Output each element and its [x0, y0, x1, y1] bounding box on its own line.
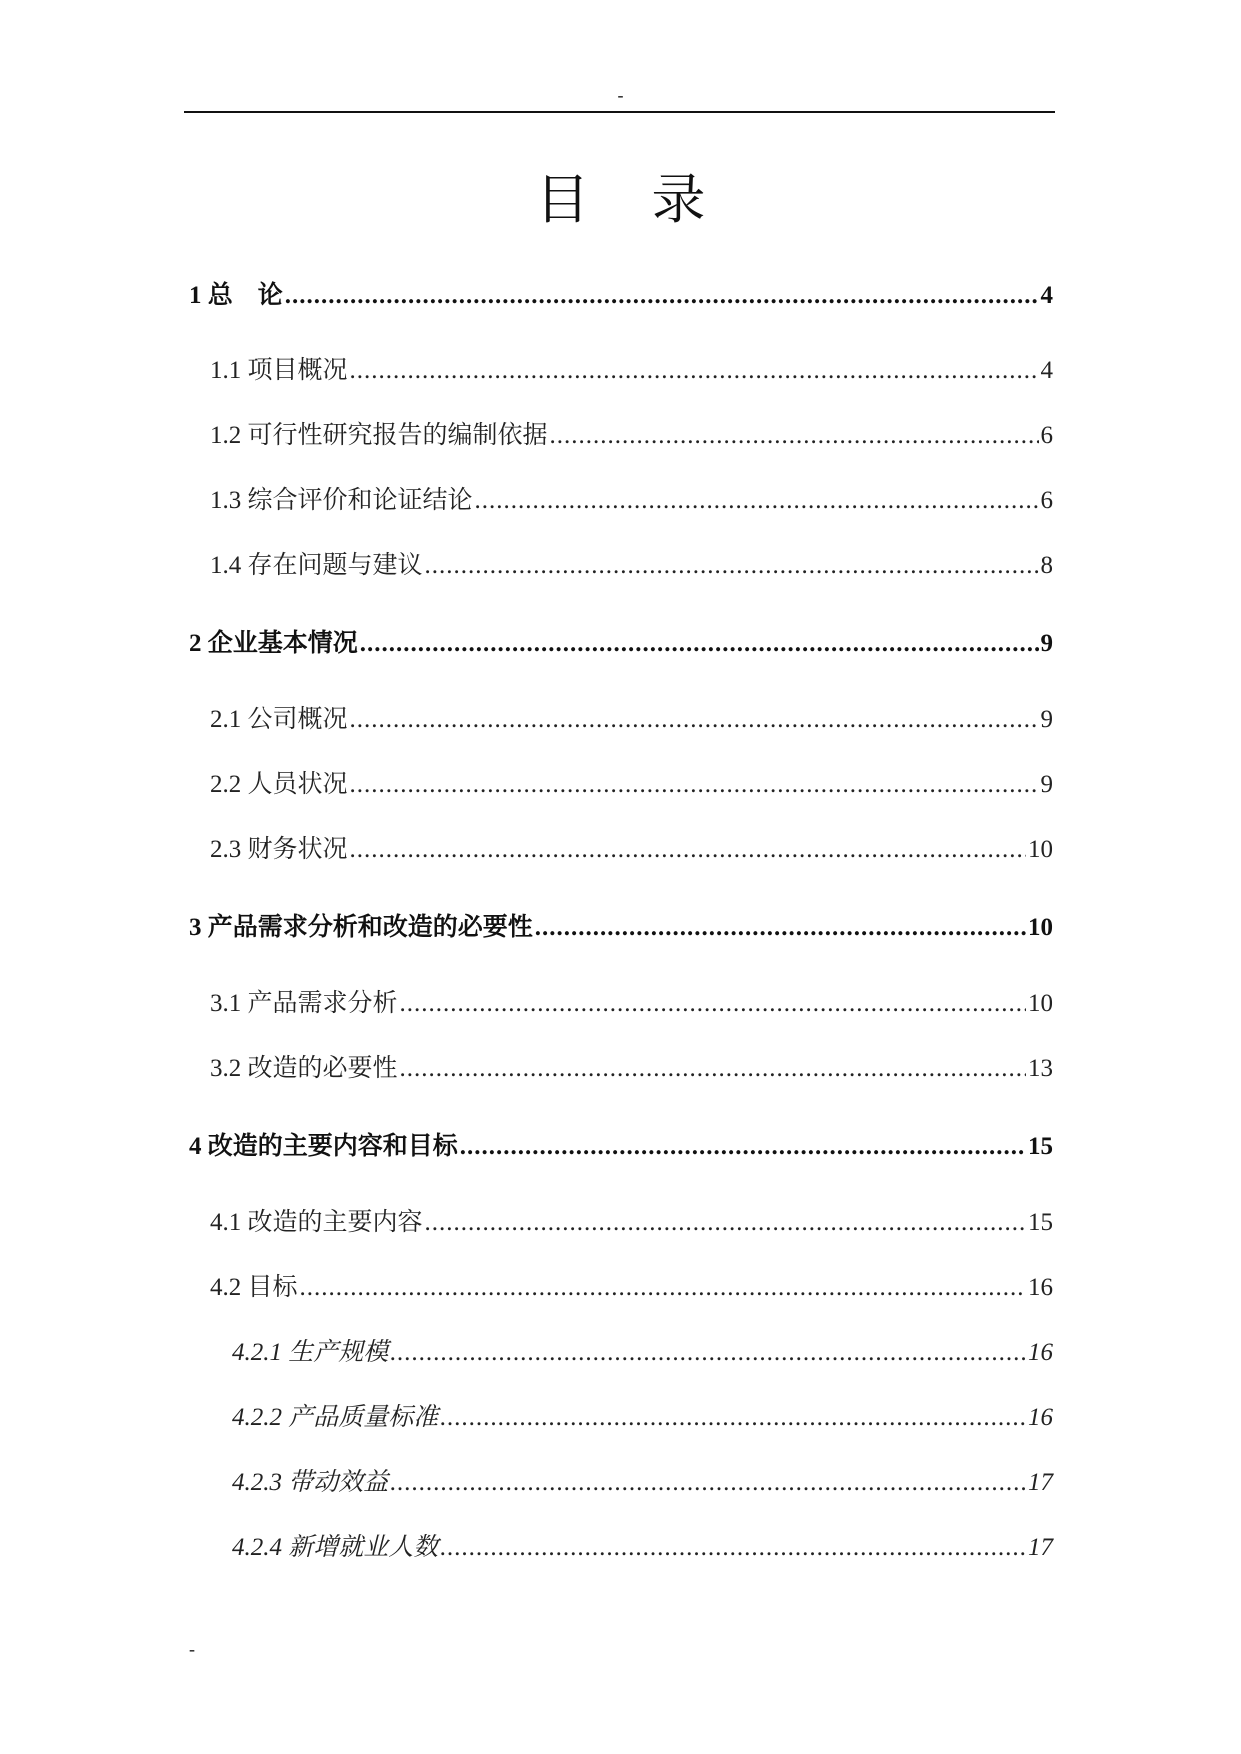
toc-entry-page: 16 [1028, 1339, 1053, 1366]
toc-entry-page: 6 [1040, 422, 1053, 449]
toc-entry-page: 4 [1040, 357, 1053, 384]
toc-entry-label: 4.2.2 产品质量标准 [232, 1404, 439, 1431]
toc-entry-page: 8 [1040, 552, 1053, 579]
toc-entry-page: 10 [1028, 914, 1053, 941]
toc-entry[interactable] [210, 549, 1053, 583]
toc-entry-page: 15 [1028, 1133, 1053, 1160]
toc-entry-label: 3.1 产品需求分析 [210, 990, 398, 1017]
toc-entry[interactable] [232, 1336, 1053, 1370]
toc-leader-dots [350, 833, 1026, 867]
toc-entry-page: 17 [1028, 1469, 1053, 1496]
page-title: 目录 [535, 168, 768, 231]
toc-entry-page: 10 [1028, 990, 1053, 1017]
toc-entry[interactable] [189, 911, 1053, 945]
toc-leader-dots [550, 419, 1039, 453]
toc-leader-dots [350, 354, 1039, 388]
toc-leader-dots [285, 279, 1039, 313]
toc-entry-page: 17 [1028, 1534, 1053, 1561]
toc-leader-dots [350, 703, 1039, 737]
toc-entry-label: 1.1 项目概况 [210, 357, 348, 384]
toc-entry-page: 13 [1028, 1055, 1053, 1082]
toc-leader-dots [475, 484, 1039, 518]
toc-entry-label: 4.2.4 新增就业人数 [232, 1534, 439, 1561]
header-mark: - [617, 85, 624, 105]
toc-entry-label: 2.1 公司概况 [210, 706, 348, 733]
toc-leader-dots [390, 1336, 1026, 1370]
toc-entry[interactable] [232, 1401, 1053, 1435]
toc-entry-label: 4.1 改造的主要内容 [210, 1209, 423, 1236]
toc-leader-dots [360, 627, 1039, 661]
toc-leader-dots [425, 1206, 1026, 1240]
footer-mark: - [189, 1639, 195, 1659]
toc-entry-page: 9 [1040, 706, 1053, 733]
toc-entry[interactable] [210, 1271, 1053, 1305]
toc-entry-page: 9 [1040, 771, 1053, 798]
toc-leader-dots [390, 1466, 1026, 1500]
toc-entry-label: 1.3 综合评价和论证结论 [210, 487, 473, 514]
toc-entry-page: 9 [1040, 630, 1053, 657]
toc-entry-page: 15 [1028, 1209, 1053, 1236]
toc-entry[interactable] [189, 627, 1053, 661]
toc-entry-page: 16 [1028, 1404, 1053, 1431]
toc-entry[interactable] [232, 1531, 1053, 1565]
toc-leader-dots [440, 1531, 1026, 1565]
toc-entry-label: 3 产品需求分析和改造的必要性 [189, 914, 533, 941]
toc-entry[interactable] [210, 768, 1053, 802]
toc-leader-dots [300, 1271, 1026, 1305]
toc-entry-page: 4 [1040, 282, 1053, 309]
toc-entry-label: 2 企业基本情况 [189, 630, 358, 657]
toc-entry-label: 1.2 可行性研究报告的编制依据 [210, 422, 548, 449]
toc-entry-label: 2.2 人员状况 [210, 771, 348, 798]
toc-entry-label: 4.2.1 生产规模 [232, 1339, 389, 1366]
toc-entry-label: 4 改造的主要内容和目标 [189, 1133, 458, 1160]
toc-entry-page: 16 [1028, 1274, 1053, 1301]
toc-entry-label: 4.2.3 带动效益 [232, 1469, 389, 1496]
toc-entry[interactable] [210, 419, 1053, 453]
toc-entry[interactable] [210, 703, 1053, 737]
toc-leader-dots [400, 1052, 1026, 1086]
toc-entry-label: 2.3 财务状况 [210, 836, 348, 863]
toc-entry[interactable] [210, 987, 1053, 1021]
toc-entry-label: 4.2 目标 [210, 1274, 298, 1301]
toc-leader-dots [440, 1401, 1026, 1435]
toc-entry[interactable] [210, 833, 1053, 867]
toc-entry-label: 3.2 改造的必要性 [210, 1055, 398, 1082]
toc-entry[interactable] [210, 354, 1053, 388]
toc-leader-dots [535, 911, 1026, 945]
toc-leader-dots [350, 768, 1039, 802]
toc-entry-page: 6 [1040, 487, 1053, 514]
toc-entry[interactable] [232, 1466, 1053, 1500]
toc-entry[interactable] [189, 279, 1053, 313]
toc-entry-page: 10 [1028, 836, 1053, 863]
toc-entry-label: 1 总 论 [189, 282, 283, 309]
toc-entry-label: 1.4 存在问题与建议 [210, 552, 423, 579]
toc-leader-dots [425, 549, 1039, 583]
toc-entry[interactable] [210, 1206, 1053, 1240]
toc-entry[interactable] [189, 1130, 1053, 1164]
toc-leader-dots [460, 1130, 1026, 1164]
toc-leader-dots [400, 987, 1026, 1021]
toc-entry[interactable] [210, 484, 1053, 518]
toc-entry[interactable] [210, 1052, 1053, 1086]
